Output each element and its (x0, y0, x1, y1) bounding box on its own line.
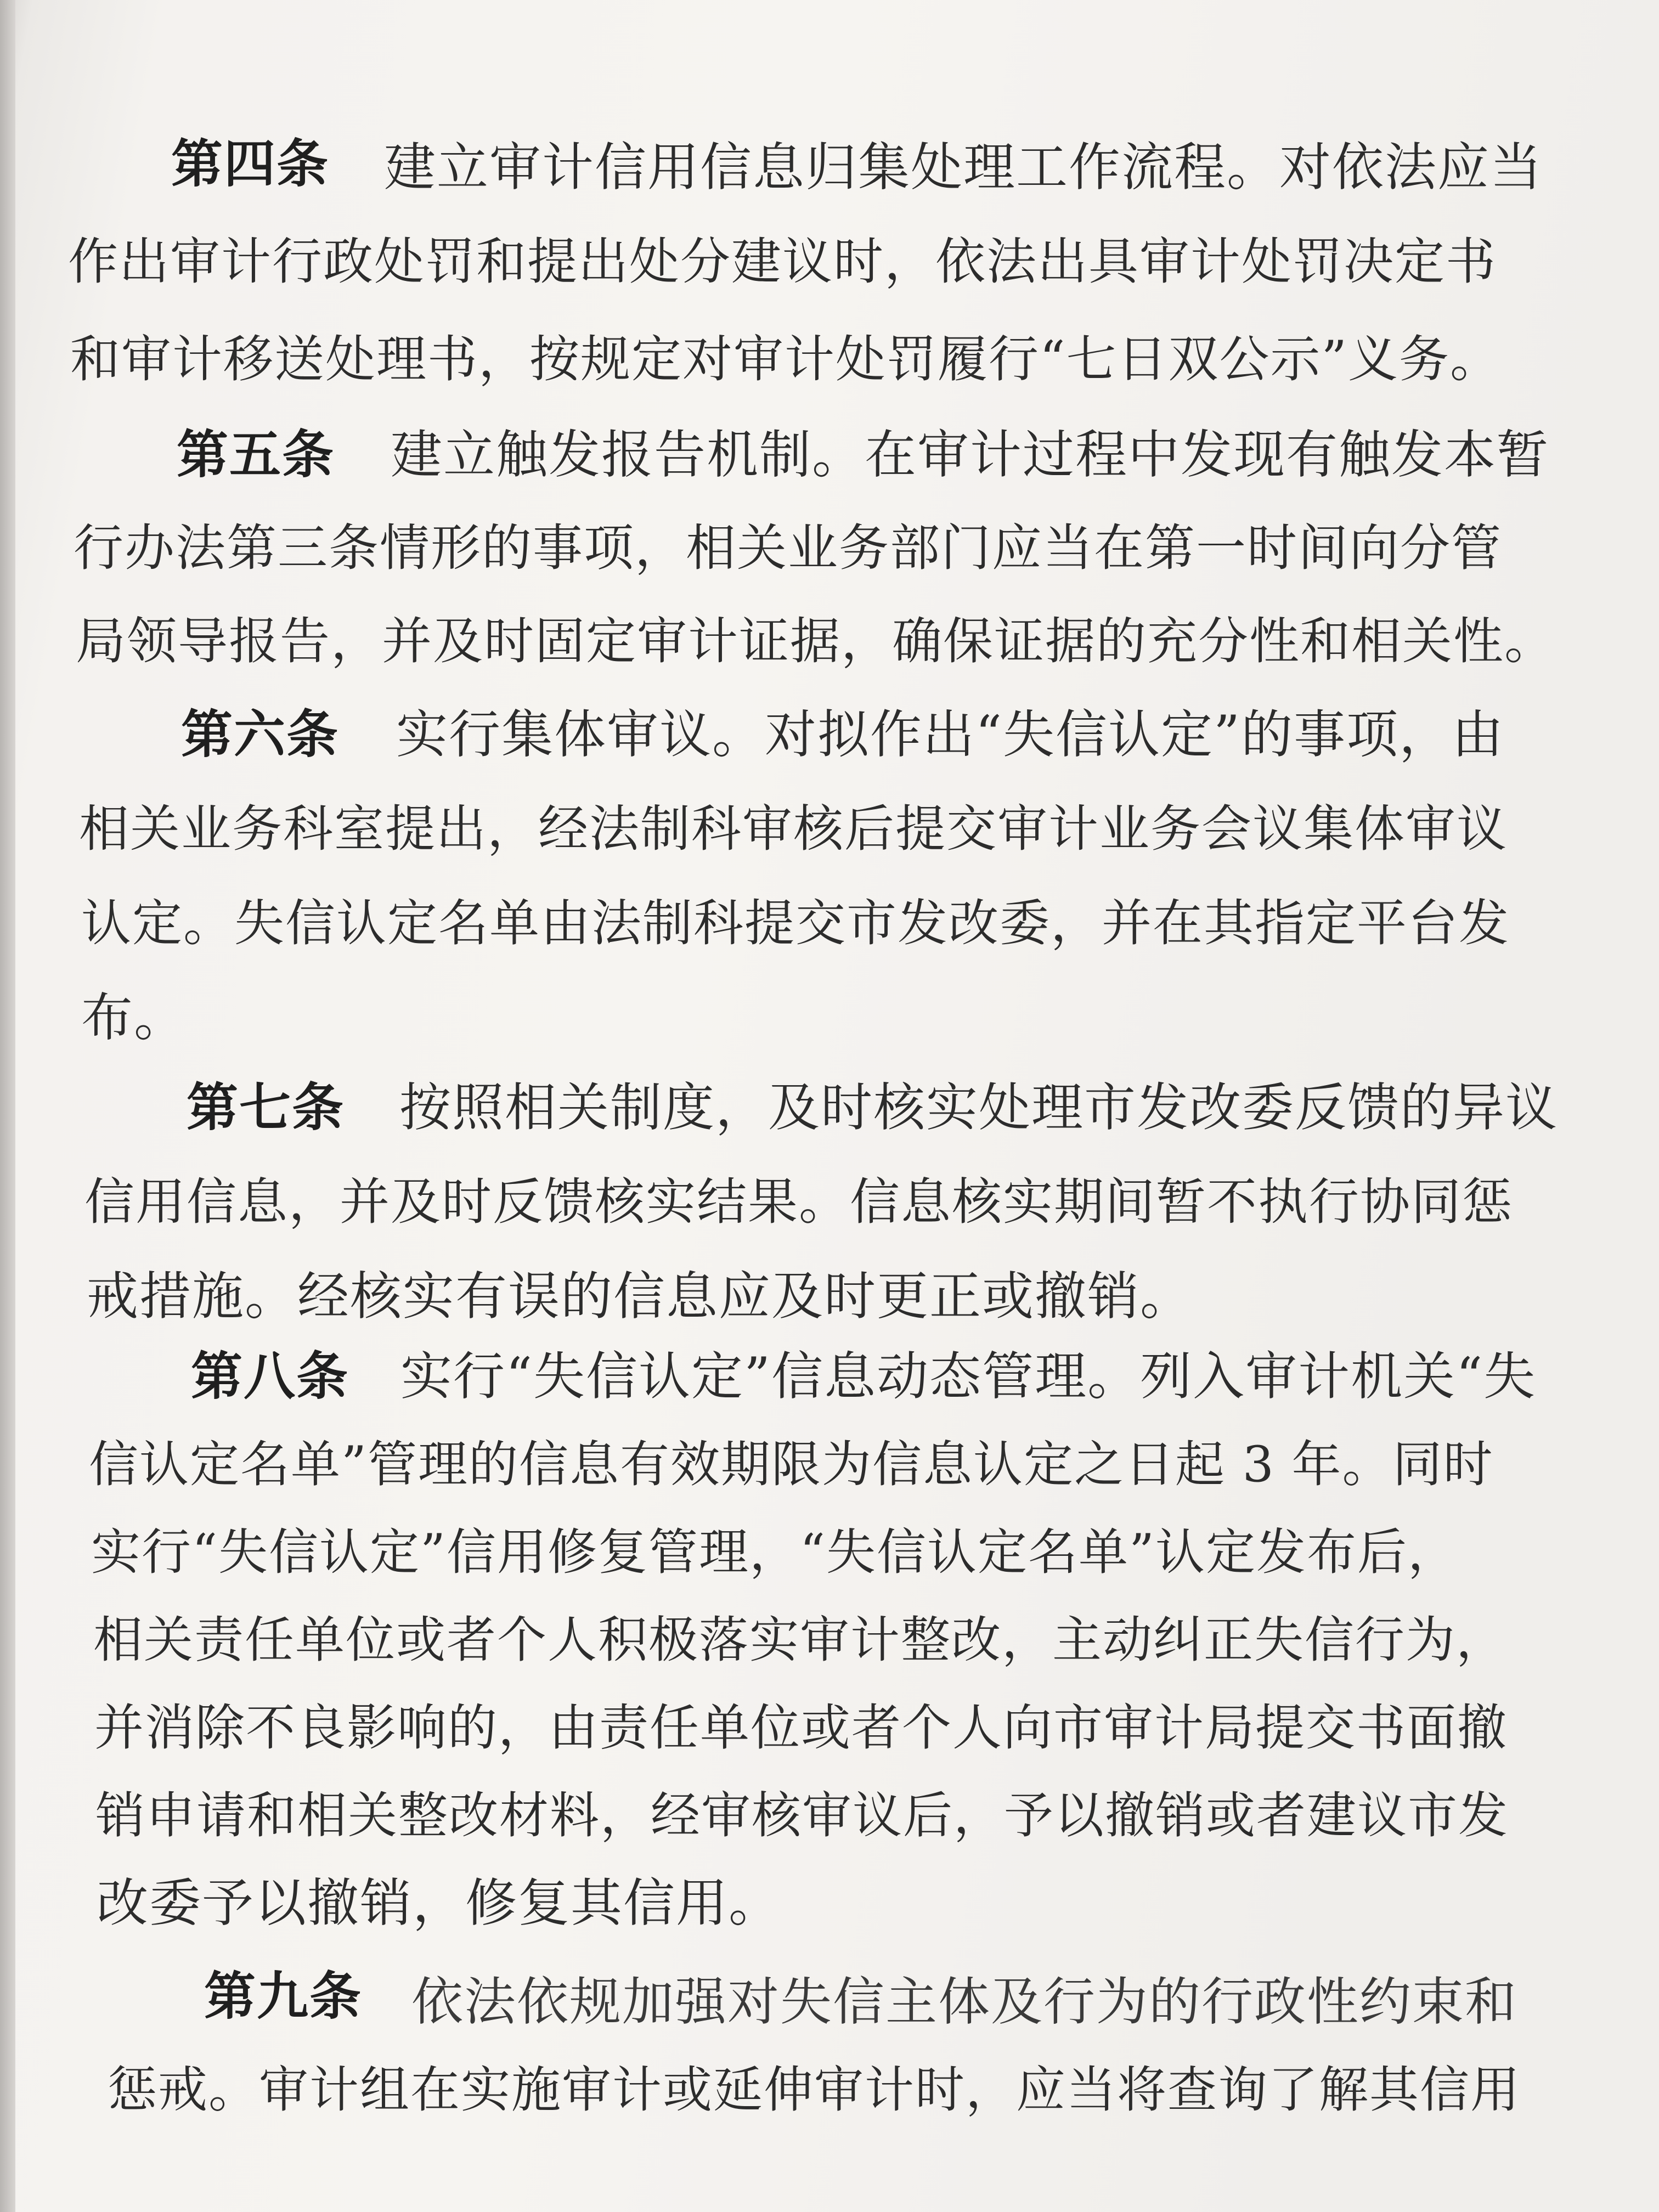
article-line: 实行“失信认定”信息动态管理。列入审计机关“失 (400, 1347, 1537, 1407)
article-heading: 第五条 (177, 425, 335, 485)
article-line: 信用信息，并及时反馈核实结果。信息核实期间暂不执行协同惩 (84, 1173, 1514, 1231)
article-heading: 第八条 (191, 1347, 349, 1407)
article-heading: 第七条 (187, 1078, 345, 1138)
article-line: 实行“失信认定”信用修复管理，“失信认定名单”认定发布后， (91, 1523, 1459, 1581)
article-line: 作出审计行政处罚和提出处分建议时，依法出具审计处罚决定书 (68, 233, 1497, 291)
article-line: 相关责任单位或者个人积极落实审计整改，主动纠正失信行为， (93, 1611, 1506, 1669)
article-line: 行办法第三条情形的事项，相关业务部门应当在第一时间向分管 (74, 520, 1503, 577)
article-heading: 第九条 (204, 1967, 363, 2027)
article-line: 依法依规加强对失信主体及行为的行政性约束和 (411, 1972, 1518, 2032)
article-line: 改委予以撤销，修复其信用。 (97, 1874, 782, 1933)
article-line: 戒措施。经核实有误的信息应及时更正或撤销。 (87, 1267, 1193, 1327)
article-line: 并消除不良影响的，由责任单位或者个人向市审计局提交书面撤 (94, 1699, 1508, 1757)
article-line: 认定。失信认定名单由法制科提交市发改委，并在其指定平台发 (81, 895, 1510, 952)
article-line: 局领导报告，并及时固定审计证据，确保证据的充分性和相关性。 (76, 613, 1556, 670)
article-line: 和审计移送处理书，按规定对审计处罚履行“七日双公示”义务。 (70, 331, 1502, 388)
article-line: 建立审计信用信息归集处理工作流程。对依法应当 (384, 138, 1543, 198)
article-line: 建立触发报告机制。在审计过程中发现有触发本暂 (391, 425, 1550, 485)
article-line: 按照相关制度，及时核实处理市发改委反馈的异议 (399, 1078, 1559, 1138)
article-line: 惩戒。审计组在实施审计或延伸审计时，应当将查询了解其信用 (108, 2061, 1521, 2119)
article-line: 相关业务科室提出，经法制科审核后提交审计业务会议集体审议 (79, 800, 1508, 858)
article-line: 布。 (81, 988, 187, 1048)
article-heading: 第四条 (171, 134, 330, 194)
article-line: 实行集体审议。对拟作出“失信认定”的事项，由 (396, 705, 1505, 765)
article-heading: 第六条 (181, 705, 340, 765)
article-line: 销申请和相关整改材料，经审核审议后，予以撤销或者建议市发 (95, 1787, 1509, 1844)
article-line: 信认定名单”管理的信息有效期限为信息认定之日起 3 年。同时 (89, 1436, 1494, 1493)
